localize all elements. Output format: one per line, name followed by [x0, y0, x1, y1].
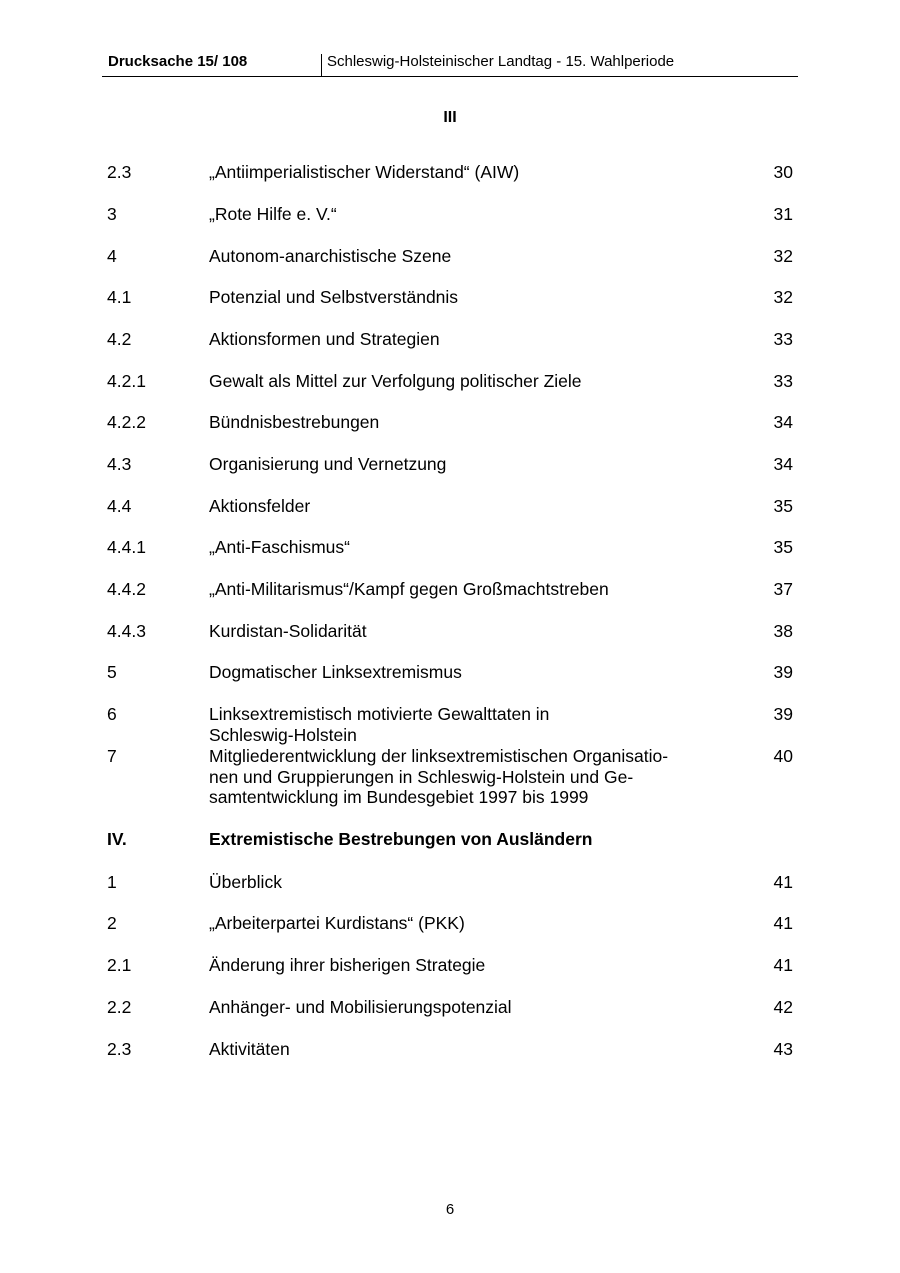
toc-number: 7 [107, 746, 117, 766]
toc-page-number: 32 [773, 246, 793, 266]
toc-page-number: 33 [773, 371, 793, 391]
toc-page-number: 32 [773, 287, 793, 307]
toc-title: Aktivitäten [209, 1039, 290, 1059]
landtag-label: Schleswig-Holsteinischer Landtag - 15. Wahlperiode [327, 53, 675, 70]
toc-number: 3 [107, 204, 117, 224]
toc-title: Bündnisbestrebungen [209, 412, 380, 432]
toc-title [209, 746, 709, 808]
toc-number: 2.1 [107, 955, 132, 975]
toc-number: 4.4.2 [107, 579, 146, 599]
toc-page-number: 33 [773, 329, 793, 349]
toc-number: 4.2 [107, 329, 132, 349]
toc-number: 4.2.2 [107, 412, 146, 432]
toc-title: Autonom-anarchistische Szene [209, 246, 452, 266]
toc-number: 4.4 [107, 496, 132, 516]
toc-number: 2 [107, 913, 117, 933]
toc-title: Gewalt als Mittel zur Verfolgung politischer Ziele [209, 371, 582, 391]
toc-number: 4.4.3 [107, 621, 146, 641]
footer-page-number: 6 [445, 1201, 455, 1218]
toc-page-number: 31 [773, 204, 793, 224]
toc-number: 4.2.1 [107, 371, 146, 391]
toc-page-number: 34 [773, 454, 793, 474]
toc-title: Potenzial und Selbstverständnis [209, 287, 459, 307]
toc-title-line: Mitgliederentwicklung der linksextremistischen Organisatio- [209, 746, 669, 766]
toc-page-number: 35 [773, 496, 793, 516]
toc-number: 2.3 [107, 162, 132, 182]
toc-page-number: 42 [773, 997, 793, 1017]
toc-page-number: 37 [773, 579, 793, 599]
toc-title: „Anti-Faschismus“ [209, 537, 350, 557]
toc-title: „Anti-Militarismus“/Kampf gegen Großmachtstreben [209, 579, 609, 599]
toc-title-line: samtentwicklung im Bundesgebiet 1997 bis 1999 [209, 787, 589, 807]
toc-title-line: Schleswig-Holstein [209, 724, 357, 745]
toc-page-number: 43 [773, 1039, 793, 1059]
toc-title: Änderung ihrer bisherigen Strategie [209, 955, 486, 975]
header-divider [321, 54, 322, 77]
toc-title: „Antiimperialistischer Widerstand“ (AIW) [209, 162, 520, 182]
toc-title: Anhänger- und Mobilisierungspotenzial [209, 997, 512, 1017]
toc-title [209, 704, 709, 745]
toc-title-line: Linksextremistisch motivierte Gewalttaten in [209, 704, 550, 724]
drucksache-label: Drucksache 15/ 108 [108, 53, 248, 70]
toc-number: 1 [107, 872, 117, 892]
toc-page-number: 39 [773, 662, 793, 682]
toc-title: Dogmatischer Linksextremismus [209, 662, 462, 682]
toc-page-number: 35 [773, 537, 793, 557]
toc-number: 4 [107, 246, 117, 266]
toc-page-number: 40 [773, 746, 793, 766]
toc-number: 6 [107, 704, 117, 724]
toc-number: 5 [107, 662, 117, 682]
toc-number: 4.1 [107, 287, 132, 307]
toc-title: „Arbeiterpartei Kurdistans“ (PKK) [209, 913, 465, 933]
toc-number: IV. [107, 829, 127, 849]
toc-page-number: 39 [773, 704, 793, 724]
toc-title: „Rote Hilfe e. V.“ [209, 204, 337, 224]
toc-number: 2.3 [107, 1039, 132, 1059]
toc-page-number: 41 [773, 872, 793, 892]
toc-page-number: 30 [773, 162, 793, 182]
toc-title: Aktionsfelder [209, 496, 311, 516]
toc-number: 4.3 [107, 454, 132, 474]
toc-page-number: 34 [773, 412, 793, 432]
toc-title: Überblick [209, 872, 282, 892]
part-title: III [443, 109, 457, 126]
page-header [102, 52, 798, 77]
toc-page-number: 38 [773, 621, 793, 641]
toc-number: 4.4.1 [107, 537, 146, 557]
toc-title-line: nen und Gruppierungen in Schleswig-Holstein und Ge- [209, 766, 634, 787]
toc-page-number: 41 [773, 913, 793, 933]
toc-page-number: 41 [773, 955, 793, 975]
toc-number: 2.2 [107, 997, 132, 1017]
toc-title: Aktionsformen und Strategien [209, 329, 440, 349]
toc-title: Kurdistan-Solidarität [209, 621, 367, 641]
toc-title: Organisierung und Vernetzung [209, 454, 447, 474]
toc-title: Extremistische Bestrebungen von Ausländern [209, 829, 593, 849]
